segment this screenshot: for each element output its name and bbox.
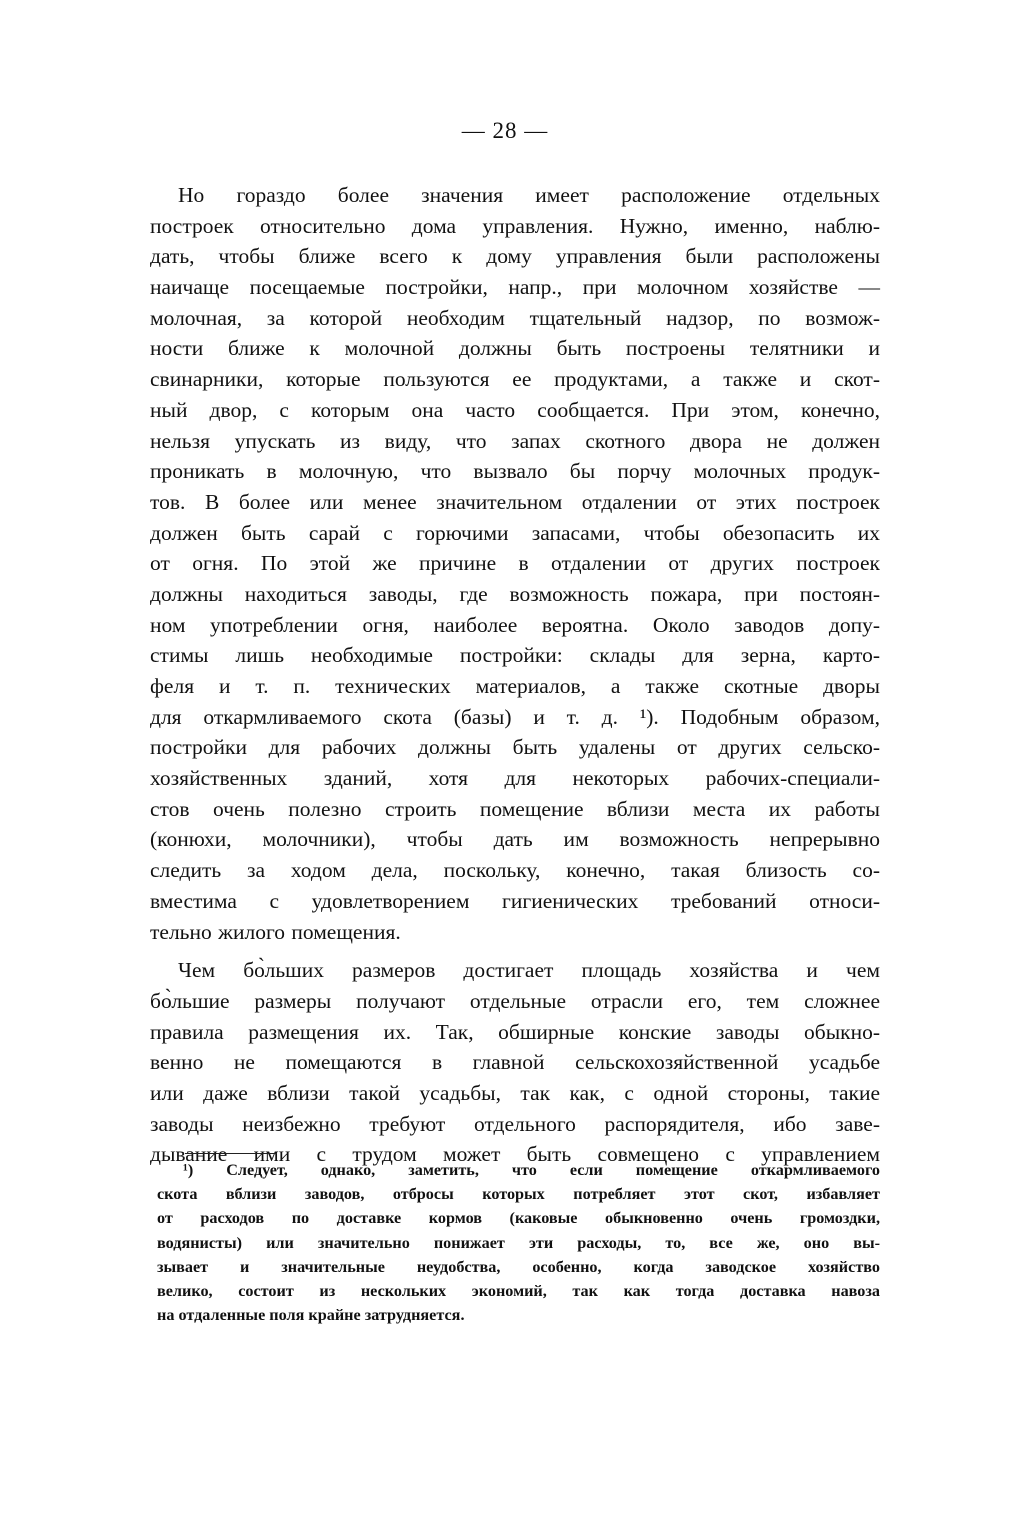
text-line: ный двор, с которым она часто сообщается. При этом, конечно, — [150, 397, 880, 422]
text-line: бо̀льшие размеры получают отдельные отрасли его, тем сложнее — [150, 988, 880, 1013]
page-number: — 28 — — [461, 118, 549, 143]
footnote-line: от расходов по доставке кормов (каковые обыкновенно очень громоздки, — [157, 1209, 880, 1228]
text-line: тельно жилого помещения. — [150, 919, 401, 944]
text-line: должен быть сарай с горючими запасами, чтобы обезопасить их — [150, 520, 880, 545]
text-line: вместима с удовлетворением гигиенических требований относи- — [150, 888, 880, 913]
text-line: хозяйственных зданий, хотя для некоторых рабочих-специали- — [150, 766, 880, 791]
footnote — [157, 1158, 880, 1327]
text-line: наичаще посещаемые постройки, напр., при молочном хозяйстве — — [150, 275, 880, 300]
text-line: свинарники, которые пользуются ее продуктами, а также и скот- — [150, 367, 880, 392]
footnote-line: скота вблизи заводов, отбросы которых потребляет этот скот, избавляет — [157, 1185, 880, 1204]
text-line: стимы лишь необходимые постройки: склады для зерна, карто- — [150, 643, 880, 668]
text-line: ности ближе к молочной должны быть построены телятники и — [150, 336, 880, 361]
text-line: тов. В более или менее значительном отдалении от этих построек — [150, 489, 880, 514]
text-line: постройки для рабочих должны быть удалены от других сельско- — [150, 735, 880, 760]
footnote-divider — [185, 1153, 277, 1154]
text-line: венно не помещаются в главной сельскохозяйственной усадьбе — [150, 1050, 880, 1075]
footnote-line: водянисты) или значительно понижает эти расходы, то, все же, оно вы- — [157, 1233, 880, 1252]
text-line: правила размещения их. Так, обширные конские заводы обыкно- — [150, 1019, 880, 1044]
paragraph-1 — [150, 180, 880, 947]
text-line: следить за ходом дела, поскольку, конечно, такая близость со- — [150, 858, 880, 883]
text-line: или даже вблизи такой усадьбы, так как, с одной стороны, такие — [150, 1080, 880, 1105]
text-line: Чем бо̀льших размеров достигает площадь хозяйства и чем — [178, 958, 880, 983]
text-line: заводы неизбежно требуют отдельного распорядителя, ибо заве- — [150, 1111, 880, 1136]
text-line: от огня. По этой же причине в отдалении от других построек — [150, 551, 880, 576]
footnote-line: зывает и значительные неудобства, особенно, когда заводское хозяйство — [157, 1257, 880, 1276]
text-line: дать, чтобы ближе всего к дому управления были расположены — [150, 244, 880, 269]
text-line: (конюхи, молочники), чтобы дать им возможность непрерывно — [150, 827, 880, 852]
footnote-line: велико, состоит из нескольких экономий, так как тогда доставка навоза — [157, 1281, 880, 1300]
text-line: молочная, за которой необходим тщательный надзор, по возмож- — [150, 305, 880, 330]
text-line: ном употреблении огня, наиболее вероятна. Около заводов допу- — [150, 612, 880, 637]
text-line: дывание ими с трудом может быть совмещено с управлением — [150, 1142, 880, 1167]
text-line: проникать в молочную, что вызвало бы порчу молочных продук- — [150, 459, 880, 484]
text-line: должны находиться заводы, где возможность пожара, при постоян- — [150, 581, 880, 606]
text-line: нельзя упускать из виду, что запах скотного двора не должен — [150, 428, 880, 453]
footnote-line: ¹) Следует, однако, заметить, что если помещение откармливаемого — [183, 1161, 880, 1179]
paragraph-2 — [150, 955, 880, 1170]
text-line: Но гораздо более значения имеет расположение отдельных — [178, 183, 880, 207]
text-line: для откармливаемого скота (базы) и т. д. ¹). Подобным образом, — [150, 704, 880, 729]
body-text — [150, 180, 880, 1170]
footnote-line: на отдаленные поля крайне затрудняется. — [157, 1306, 465, 1325]
text-line: феля и т. п. технических материалов, а также скотные дворы — [150, 674, 880, 698]
text-line: стов очень полезно строить помещение вблизи места их работы — [150, 796, 880, 821]
text-line: построек относительно дома управления. Нужно, именно, наблю- — [150, 213, 880, 238]
